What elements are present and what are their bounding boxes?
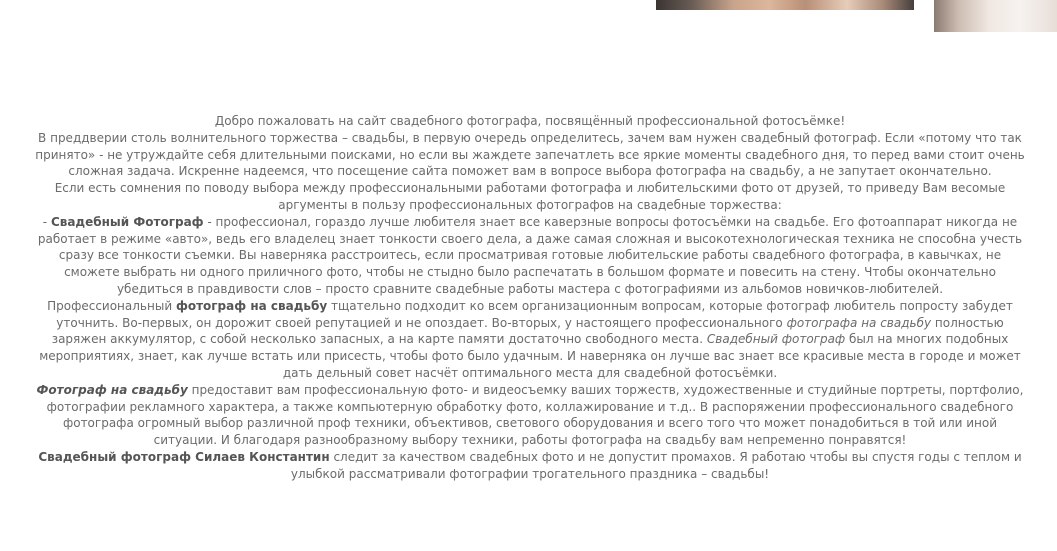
services-paragraph bbox=[30, 382, 1030, 449]
keyword-wedding-photographer: Свадебный Фотограф bbox=[50, 214, 204, 229]
closing-text: следит за качеством свадебных фото и не допустит промахов. Я работаю чтобы вы спустя годы с теплом и улыбкой рассматривали фотографии трогательного праздника – свадьбы! bbox=[290, 449, 1022, 481]
intro-paragraph-1: В преддверии столь волнительного торжества – свадьбы, в первую очередь определитесь, зачем вам нужен свадебный фотограф. Если «потому что так принято» - не утруждайте себя длительными поисками, но если вы жаждете запечатлеть все яркие моменты свадебного дня, то перед вами стоит очень сложная задача. Искренне надеемся, что посещение сайта поможет вам в вопросе выбора фотографа на свадьбу, а не запутает окончательно. bbox=[35, 130, 1025, 179]
list-dash: - bbox=[42, 214, 51, 229]
header-photo-2[interactable] bbox=[934, 0, 1057, 32]
keyword-italic-2: Свадебный фотограф bbox=[706, 332, 846, 347]
welcome-text: Добро пожаловать на сайт свадебного фотографа, посвящённый профессиональной фотосъёмке! bbox=[214, 114, 846, 128]
argument-2-text-a: Профессиональный bbox=[47, 298, 176, 313]
photographer-name: Свадебный фотограф Силаев Константин bbox=[38, 449, 330, 464]
argument-2-text-b: тщательно подходит ко всем организационным вопросам, которые фотограф любитель попросту забудет уточнить. Во-первых, он дорожит своей репутацией и не опоздает. Во-вторых, у настоящего профессионального bbox=[56, 298, 1013, 330]
intro-paragraph-2: Если есть сомнения по поводу выбора между профессиональными работами фотографа и любительскими фото от друзей, то приведу Вам весомые аргументы в пользу профессиональных фотографов на свадебные торжества: bbox=[54, 181, 1006, 212]
argument-2-text-c: полностью заряжен аккумулятор, с собой несколько запасных, а на карте памяти достаточно свободного места. bbox=[51, 315, 1004, 347]
services-text: предоставит вам профессиональную фото- и видеосъемку ваших торжеств, художественные и студийные портреты, портфолио, фотографии рекламного характера, а также компьютерную обработку фото, коллажирование и т.д.. В распоряжении профессионального свадебного фотографа огромный выбор различной проф техники, объективов, светового оборудования и всего того что может понадобиться в той или иной ситуации. И благодаря разнообразному выбору техники, работы фотографа на свадьбу вам непременно понравятся! bbox=[46, 382, 1024, 448]
keyword-photographer-for-wedding: фотограф на свадьбу bbox=[175, 298, 328, 313]
argument-paragraph-2 bbox=[30, 298, 1030, 382]
keyword-italic-1: фотографа на свадьбу bbox=[786, 315, 932, 330]
article-content bbox=[30, 113, 1030, 483]
closing-paragraph bbox=[30, 449, 1030, 483]
header-photo-1[interactable] bbox=[656, 0, 914, 10]
argument-2-text-d: был на многих подобных мероприятиях, знает, как лучше встать или присесть, чтобы фото было удачным. И наверняка он лучше вас знает все красивые места в городе и может дать дельный совет насчёт оптимального места для свадебной фотосъёмки. bbox=[39, 332, 1021, 380]
argument-1-text: - профессионал, гораздо лучше любителя знает все каверзные вопросы фотосъёмки на свадьбе. Его фотоаппарат никогда не работает в режиме «авто», ведь его владелец знает тонкости своего дела, а даже самая сложная и высокотехнологическая техника не способна учесть сразу все тонкости съемки. Вы наверняка расстроитесь, если просматривая готовые любительские работы свадебного фотографа, в кавычках, не сможете выбрать ни одного приличного фото, чтобы не стыдно было распечатать в большом формате и повесить на стену. Чтобы окончательно убедиться в правдивости слов – просто сравните свадебные работы мастера с фотографиями из альбомов новичков-любителей. bbox=[37, 214, 1023, 296]
keyword-bold-italic: Фотограф на свадьбу bbox=[36, 382, 188, 397]
argument-paragraph-1 bbox=[30, 214, 1030, 298]
